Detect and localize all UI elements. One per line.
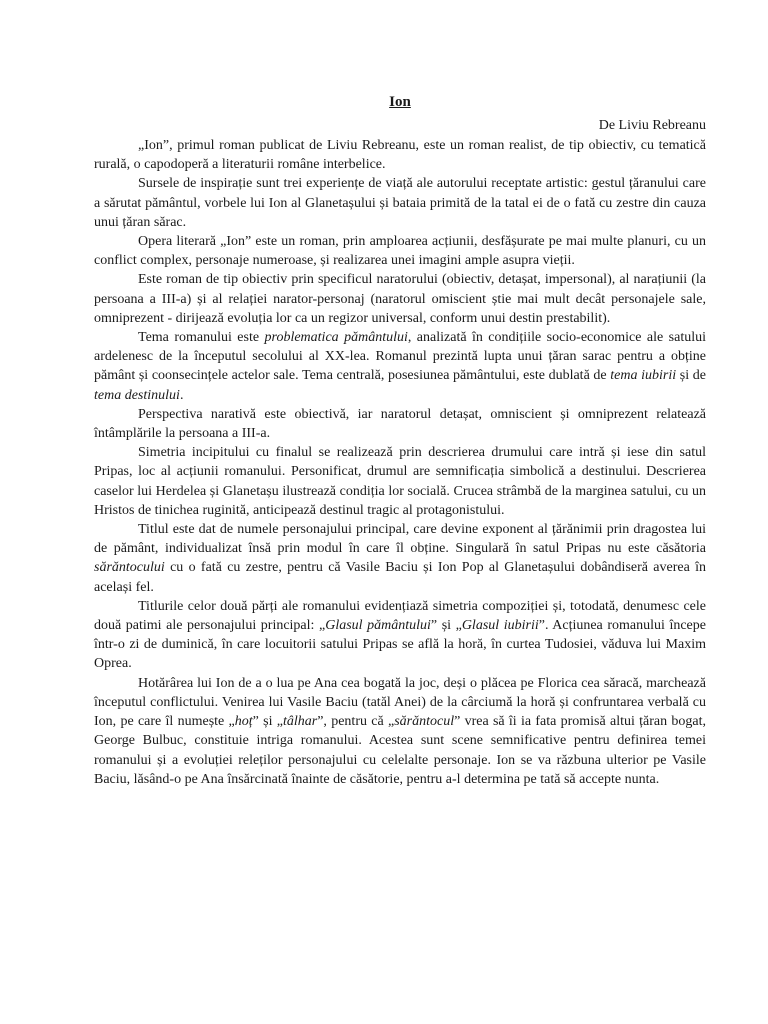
paragraph-title-meaning [94,520,706,597]
paragraph-conflict [94,674,706,789]
paragraph-perspective: Perspectiva narativă este obiectivă, iar naratorul detașat, omniscient și omniprezent relatează întâmplările la persoana a III-a. [94,406,706,442]
text-segment: Titlul este dat de numele personajului principal, care devine exponent al țărănimii prin dragostea lui de pământ, individualizat însă prin modul în care îl obține. Singulară în satul Pripas nu este căsătoria [94,522,706,557]
paragraph-symmetry: Simetria incipitului cu finalul se realizează prin descrierea drumului care intră și iese din satul Pripas, loc al acțiunii romanului. Personificat, drumul are semnificația simbolică a destinului. Descrierea caselor lui Herdelea și Glanetașu ilustrează condiția lor socială. Crucea strâmbă de la marginea satului, cu un Hristos de tinichea ruginită, anticipează destinul tragic al protagonistului. [94,445,706,518]
italic-segment: problematica pământului [264,330,408,346]
text-segment: ” și „ [252,714,283,730]
italic-segment: Glasul pământului [325,618,431,634]
paragraph-sources: Sursele de inspirație sunt trei experiențe de viață ale autorului receptate artistic: gestul țăranului care a sărutat pământul, vorbele lui Ion al Glanetașului și bataia primită de la tatal ei de o fată cu zestre din cauza unui țăran sărac. [94,176,706,230]
italic-segment: sărăntocul [394,714,455,730]
paragraph-genre: Opera literară „Ion” este un roman, prin amploarea acțiunii, desfășurate pe mai multe planuri, cu un conflict complex, personaje numeroase, și realizarea unei imagini ample asupra vieții. [94,234,706,269]
text-segment: Hotărârea lui Ion de a o lua pe Ana cea bogată la joc, deși o plăcea pe Florica cea săracă, marchează începutul conflictului. Venirea lui Vasile Baciu (tatăl Anei) de la cârciumă la horă și confruntarea verbală cu Ion, pe care îl numește „ [94,675,706,730]
text-segment: Titlurile celor două părți ale romanului evidențiază simetria compoziției și, totodată, denumesc cele două patimi ale personajului principal: „ [94,598,706,634]
paragraph-intro: „Ion”, primul roman publicat de Liviu Rebreanu, este un roman realist, de tip obiectiv, cu tematică rurală, o capodoperă a literaturii române interbelice. [94,138,706,173]
text-segment: ”. Acțiunea romanului începe într-o zi de duminică, în care locuitorii satului Pripas se află la horă, în curtea Tudosiei, văduva lui Maxim Oprea. [94,618,706,672]
italic-segment: tema iubirii [610,368,677,384]
paragraph-parts [94,597,706,674]
text-segment: . [179,387,184,403]
document-title: Ion [389,94,411,110]
text-segment: ” vrea să îi ia fata promisă altui țăran bogat, George Bulbuc, constituie intriga romanului. Acestea sunt scene semnificative pentru definirea temei romanului și a evoluției releților personajului cu celelalte personaje. Ion se va răzbuna ulterior pe Vasile Baciu, lăsând-o pe Ana însărcinată înainte de căsătorie, pentru a-l determina pe tată să accepte nunta. [94,714,707,787]
italic-segment: tema destinului [94,387,180,403]
paragraph-objective: Este roman de tip obiectiv prin specificul naratorului (obiectiv, detașat, impersonal), al narațiunii (la persoana a III-a) și al relației narator-personaj (naratorul omiscient știe mai mult decât personajele sale, omniprezent - dirijează evoluția lor ca un regizor universal, conform unui destin prestabilit). [94,272,706,326]
text-segment: și de [676,368,706,384]
paragraph-theme [94,328,706,405]
text-segment: ” și „ [430,618,462,634]
italic-segment: sărăntocului [94,560,165,576]
text-segment: , analizată în condițiile socio-economice ale satului ardelenesc de la începutul secolului al XX-lea. Romanul prezintă lupta unui țăran sarac pentru a obține pământ și coonsecințele actelor sale. Tema centrală, posesiunea pământului, este dublată de [94,330,706,384]
text-segment: Tema romanului este [138,330,265,346]
text-segment: cu o fată cu zestre, pentru că Vasile Baciu și Ion Pop al Glanetașului dobândiseră averea în același fel. [94,560,706,595]
author-line: De Liviu Rebreanu [598,118,706,133]
italic-segment: Glasul iubirii [461,618,539,634]
italic-segment: hoț [234,714,253,730]
italic-segment: tâlhar [282,714,318,730]
text-segment: ”, pentru că „ [317,714,395,730]
